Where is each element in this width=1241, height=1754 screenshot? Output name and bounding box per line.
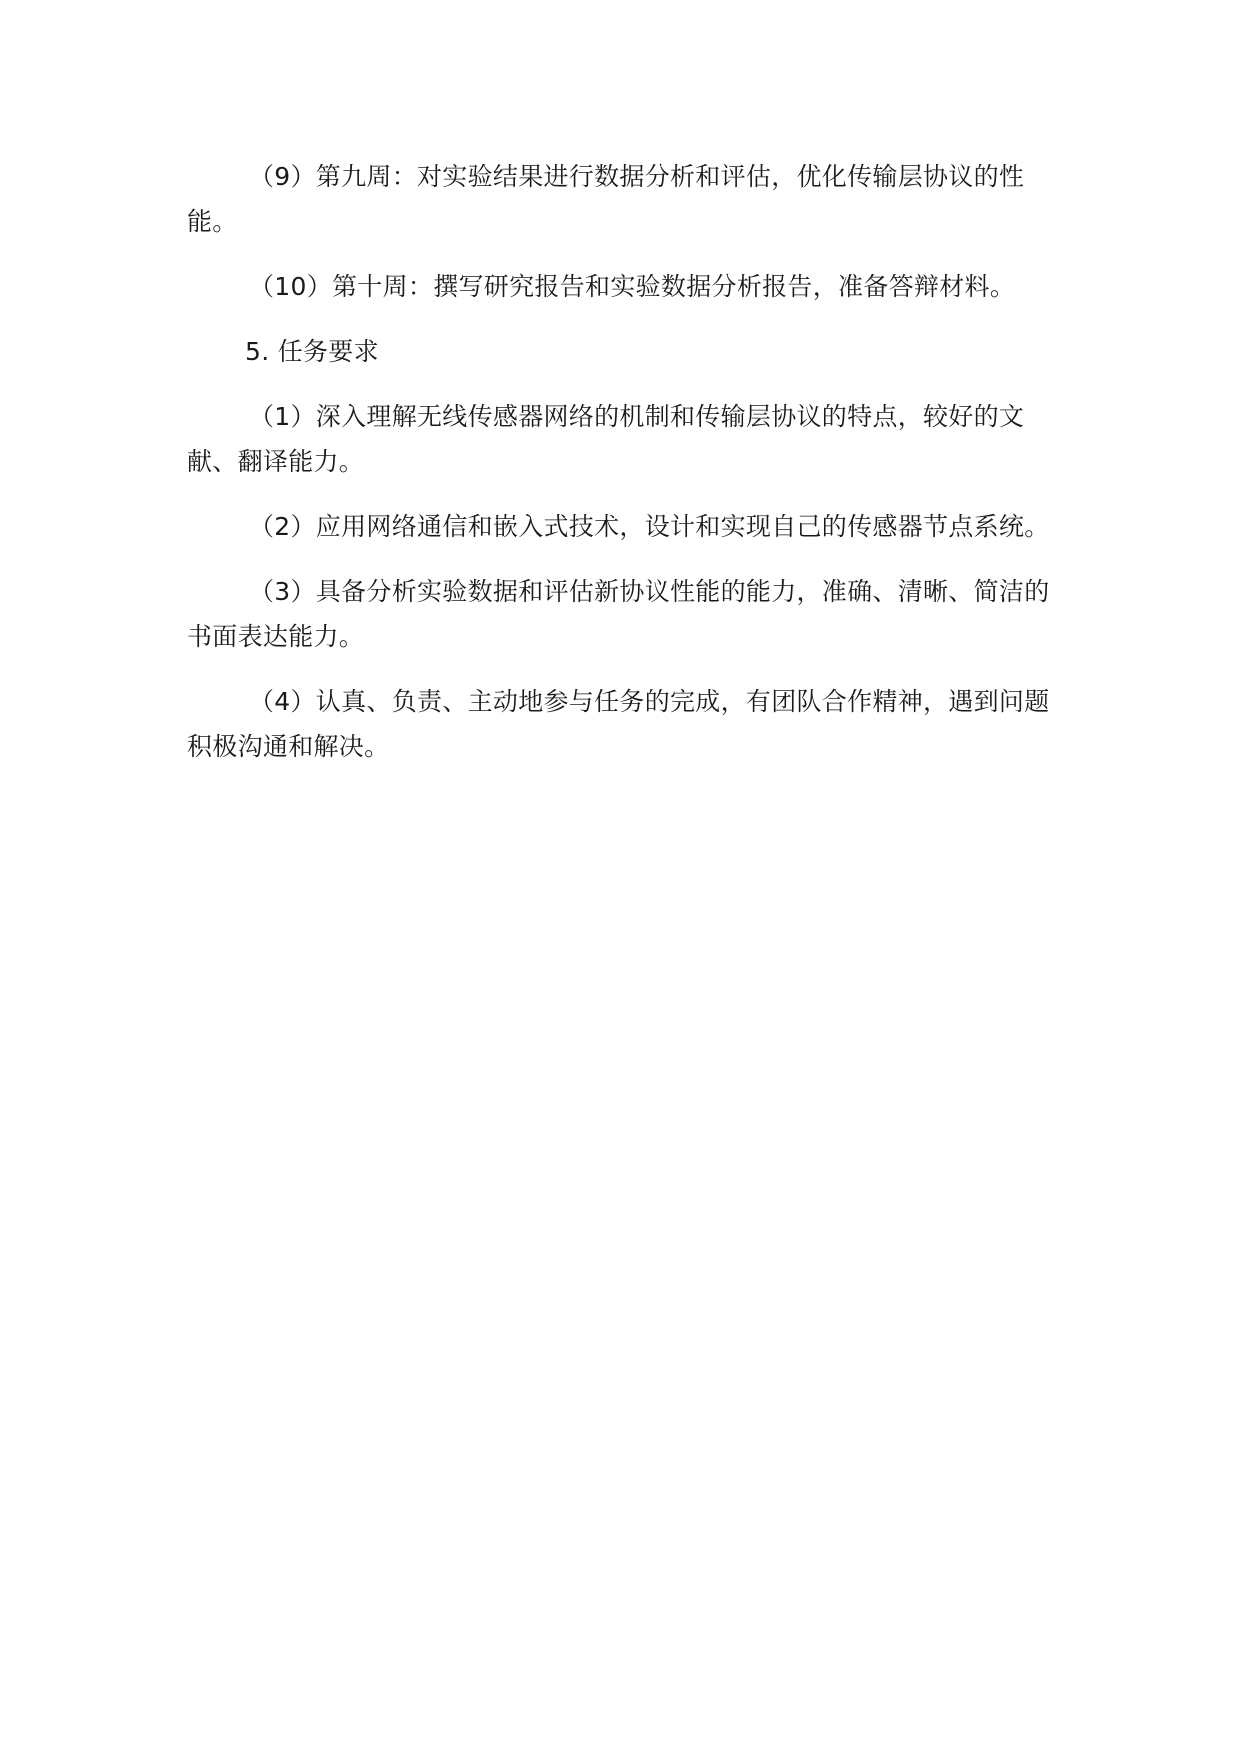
document-body (187, 154, 1067, 789)
paragraph-requirement-4: （4）认真、负责、主动地参与任务的完成，有团队合作精神，遇到问题积极沟通和解决。 (187, 687, 1050, 761)
paragraph-requirement-3: （3）具备分析实验数据和评估新协议性能的能力，准确、清晰、简洁的书面表达能力。 (187, 577, 1050, 651)
paragraph-requirement-2: （2）应用网络通信和嵌入式技术，设计和实现自己的传感器节点系统。 (249, 512, 1050, 541)
section-heading-task-requirements: 5. 任务要求 (245, 337, 379, 366)
paragraph-requirement-1: （1）深入理解无线传感器网络的机制和传输层协议的特点，较好的文献、翻译能力。 (187, 402, 1025, 476)
paragraph-week-10: （10）第十周：撰写研究报告和实验数据分析报告，准备答辩材料。 (249, 272, 1016, 301)
paragraph-week-9: （9）第九周：对实验结果进行数据分析和评估，优化传输层协议的性能。 (187, 162, 1025, 236)
